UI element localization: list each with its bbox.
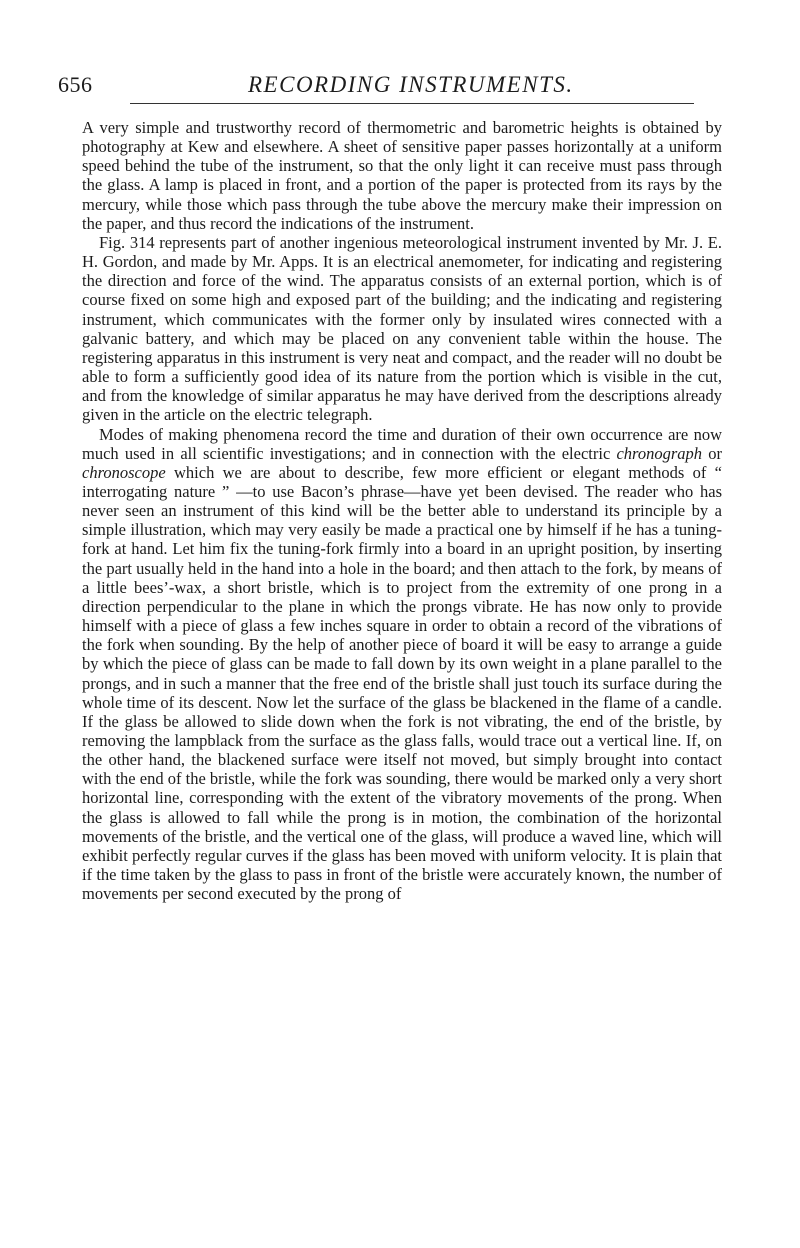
page-number: 656 [58, 72, 93, 97]
italic-term-chronograph: chronograph [616, 443, 703, 463]
paragraph-text: Modes of making phenomena record the time and duration of their own occurrence are now much used in all scientific investigations; and in connection with the electric [82, 424, 722, 463]
header-rule [130, 103, 694, 104]
italic-term-chronoscope: chronoscope [82, 462, 166, 482]
paragraph-chronograph [82, 425, 722, 904]
paragraph-text: or [702, 443, 722, 463]
paragraph-kew-photography: A very simple and trustworthy record of thermometric and barometric heights is obtained by photography at Kew and elsewhere. A sheet of sensitive paper passes horizontally at a uniform speed behind the tube of the instrument, so that the only light it can receive must pass through the glass. A lamp is placed in front, and a portion of the paper is protected from its rays by the mercury, while those which pass through the tube above the mercury make their impression on the paper, and thus record the indications of the instrument. [82, 118, 722, 233]
running-head: RECORDING INSTRUMENTS. [248, 72, 574, 97]
paragraph-text: which we are about to describe, few more efficient or elegant methods of “ interrogating nature ” —to use Bacon’s phrase—have yet been devised. The reader who has never seen an instrument of this kind will be the better able to understand its principle by a simple illustration, which may very easily be made a practical one by himself if he has a tuning-fork at hand. Let him fix the tuning-fork firmly into a board in an upright position, by inserting the part usually held in the hand into a hole in the board; and then attach to the fork, by means of a little bees’-wax, a short bristle, which is to project from the extremity of one prong in a direction perpendicular to the plane in which the prongs vibrate. He has now only to provide himself with a piece of glass a few inches square in order to obtain a record of the vibrations of the fork when sounding. By the help of another piece of board it will be easy to arrange a guide by which the piece of glass can be made to fall down by its own weight in a plane parallel to the prongs, and in such a manner that the free end of the bristle shall just touch its surface during the whole time of its descent. Now let the surface of the glass be blackened in the flame of a candle. If the glass be allowed to slide down when the fork is not vibrating, the end of the bristle, by removing the lampblack from the surface as the glass falls, would trace out a vertical line. If, on the other hand, the blackened surface were itself not moved, but simply brought into contact with the end of the bristle, while the fork was sounding, there would be marked only a very short horizontal line, corresponding with the extent of the vibratory movements of the prong. When the glass is allowed to fall while the prong is in motion, the combination of the horizontal movements of the bristle, and the vertical one of the glass, will produce a waved line, which will exhibit perfectly regular curves if the glass has been moved with uniform velocity. It is plain that if the time taken by the glass to pass in front of the bristle were accurately known, the number of movements per second executed by the prong of [82, 462, 722, 904]
page-header [58, 72, 694, 106]
paragraph-anemometer: Fig. 314 represents part of another ingenious meteorological instrument invented by Mr. J. E. H. Gordon, and made by Mr. Apps. It is an electrical anemometer, for indicating and registering the direction and force of the wind. The apparatus consists of an external portion, which is of course fixed on some high and exposed part of the building; and the indicating and registering instrument, which communicates with the former only by insulated wires connected with a galvanic battery, and which may be placed on any convenient table within the house. The registering apparatus in this instrument is very neat and compact, and the reader will no doubt be able to form a sufficiently good idea of its nature from the portion which is visible in the cut, and from the knowledge of similar apparatus he may have derived from the descriptions already given in the article on the electric telegraph. [82, 232, 722, 425]
body-text [82, 118, 722, 903]
